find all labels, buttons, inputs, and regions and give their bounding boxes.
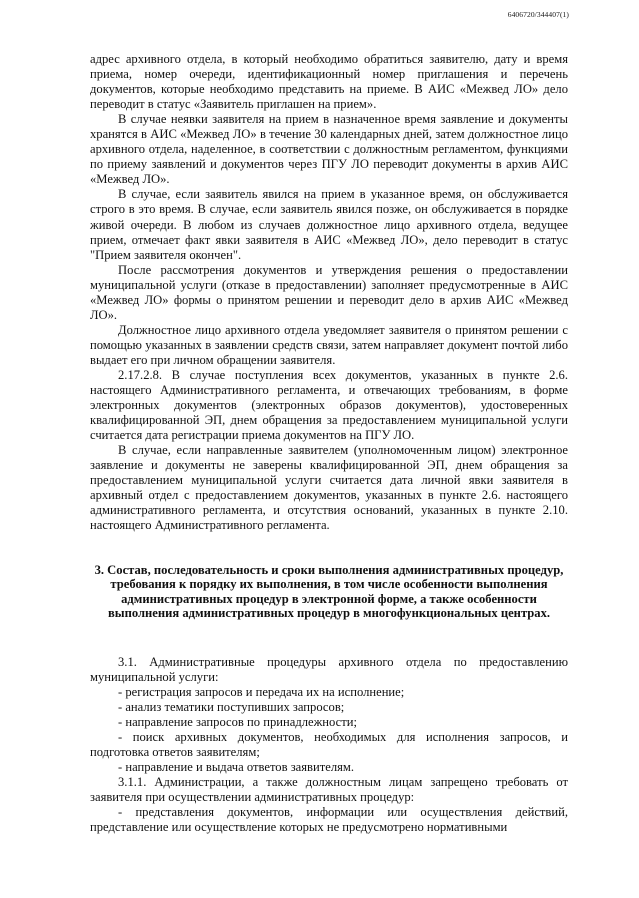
paragraph-3-1-1: 3.1.1. Администрации, а также должностным лицам запрещено требовать от заявителя при осуществлении административных процедур: [90,775,568,805]
document-id: 6406720/344407(1) [507,10,569,19]
paragraph-notify: Должностное лицо архивного отдела уведомляет заявителя о принятом решении с помощью указанных в заявлении средств связи, затем направляет документ почтой либо выдает его при личном обращении заявителя. [90,322,568,367]
paragraph-not-certified: В случае, если направленные заявителем (уполномоченным лицом) электронное заявление и документы не заверены квалифицированной ЭП, днем обращения за предоставлением муниципальной услуги считается дата личной явки заявителя в архивный отдел с предоставлением документов, указанных в пункте 2.6. настоящего административного регламента, и отсутствия оснований, указанных в пункте 2.10. настоящего Административного регламента. [90,443,568,533]
paragraph-after-review: После рассмотрения документов и утверждения решения о предоставлении муниципальной услуги (отказе в предоставлении) заполняет предусмотренные в АИС «Межвед ЛО» формы о принятом решении и переводит дело в архив АИС «Межвед ЛО». [90,262,568,322]
section-heading: 3. Состав, последовательность и сроки выполнения административных процедур, требования к порядку их выполнения, в том числе особенности выполнения административных процедур в электронной форме, а также особенности выполнения административных процедур в многофункциональных центрах. [94,562,564,621]
paragraph-3-1-1-item: - представления документов, информации или осуществления действий, представление или осуществление которых не предусмотрено нормативными [90,805,568,835]
list-item: - направление и выдача ответов заявителям. [118,760,355,775]
paragraph-no-show: В случае неявки заявителя на прием в назначенное время заявление и документы хранятся в АИС «Межвед ЛО» в течение 30 календарных дней, затем должностное лицо архивного отдела, наделенное, в соответствии с должностным регламентом, функциями по приему заявлений и документов через ПГУ ЛО переводит документы в архив АИС «Межвед ЛО». [90,112,568,187]
list-item: - поиск архивных документов, необходимых для исполнения запросов, и подготовка ответов заявителям; [90,730,568,760]
list-item: - анализ тематики поступивших запросов; [118,700,345,715]
paragraph-address: адрес архивного отдела, в который необходимо обратиться заявителю, дату и время приема, номер очереди, идентификационный номер приглашения и перечень документов, которые необходимо представить на приеме. В АИС «Межвед ЛО» дело переводит в статус «Заявитель приглашен на прием». [90,52,568,112]
paragraph-appeared: В случае, если заявитель явился на прием в указанное время, он обслуживается строго в это время. В случае, если заявитель явился позже, он обслуживается в порядке живой очереди. В любом из случаев должностное лицо архивного отдела, ведущее прием, отмечает факт явки заявителя в АИС «Межвед ЛО», дело переводит в статус "Прием заявителя окончен". [90,187,568,262]
document-body [90,52,568,835]
paragraph-2-17-2-8: 2.17.2.8. В случае поступления всех документов, указанных в пункте 2.6. настоящего Административного регламента, и отвечающих требованиям, в форме электронных документов (электронных образов документов), удостоверенных квалифицированной ЭП, днем обращения за предоставлением муниципальной услуги считается дата регистрации приема документов на ПГУ ЛО. [90,367,568,443]
list-item: - направление запросов по принадлежности; [118,715,357,730]
paragraph-3-1: 3.1. Административные процедуры архивного отдела по предоставлению муниципальной услуги: [90,654,568,684]
list-item: - регистрация запросов и передача их на исполнение; [118,684,405,699]
